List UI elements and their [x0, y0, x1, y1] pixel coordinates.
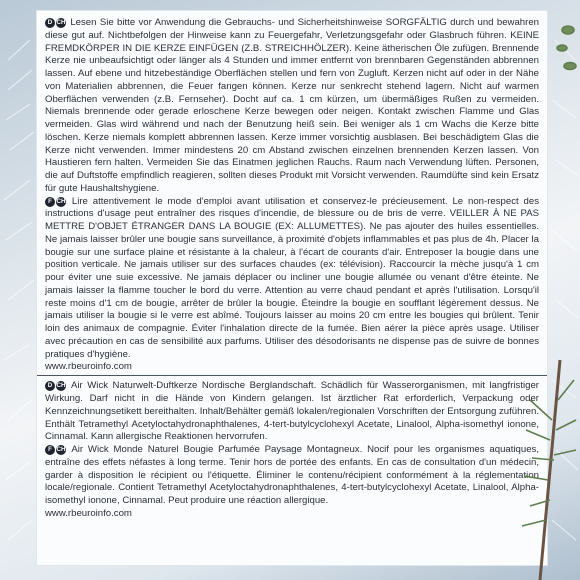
- de-product-text: Air Wick Naturwelt-Duftkerze Nordische Berglandschaft. Schädlich für Wasserorganismen, mit langfristiger Wirkung. Darf nicht in die Hände von Kindern gelangen. Ist ärztlicher Rat erforderlich, Verpackung oder Kennzeichnungsetikett bereithalten. Inhalt/Behälter gemäß lokalen/regionalen Vorschriften der Entsorgung zuführen. Enthält Tetramethyl Acetyloctahydronaphthalenes, 4-tert-butylcyclohexyl Acetate, Linalool, Alpha-isomethyl ionone, Cinnamal. Kann allergische Reaktionen hervorrufen.: [45, 380, 539, 443]
- label-card: [36, 10, 548, 566]
- ch-badge: CH: [56, 197, 66, 205]
- fr-warning-text: Lire attentivement le mode d'emploi avant utilisation et conservez-le précieusement. Le non-respect des instructions d'usage peut entraîner des risques d'incendie, de blessure ou de bris de verre. VEILLER À NE PAS METTRE D'OBJET ÉTRANGER DANS LA BOUGIE (EX: ALLUMETTES). Ne pas ajouter des huiles essentielles. Ne jamais laisser brûler une bougie sans surveillance, à proximité d'objets inflammables et pas plus de 4h. Placer la bougie sur une surface plaine et résistante à la chaleur, à l'écart de courants d'air. Entreposer la bougie dans une position verticale. Ne jamais utiliser sur des surfaces chaudes (ex: télévision). Raccourcir la mèche jusqu'à 1 cm pour éviter une suie excessive. Ne jamais déplacer ou incliner une bougie allumée ou venant d'être éteinte. Ne jamais laisser la flamme toucher le bord du verre. Attention au verre chaud pendant et après l'utilisation. Lorsqu'il reste moins d'1 cm de bougie, arrêter de brûler la bougie. Éteindre la bougie en soufflant légèrement dessus. Ne jamais utiliser la bougie si le verre est abîmé. Toujours laisser au moins 20 cm entre les bougies qui brûlent. Tenir loin des animaux de compagnie. Éviter l'inhalation directe de la fumée. Bien aérer la pièce après usage. Utiliser avec précaution en cas de sensibilité aux parfums. Utiliser des désodorisants ne dispense pas de suivre de bonnes pratiques d'hygiène.: [45, 195, 540, 360]
- fr-product-text: Air Wick Monde Naturel Bougie Parfumée Paysage Montagneux. Nocif pour les organismes aquatiques, entraîne des effets néfastes à long terme. Tenir hors de portée des enfants. En cas de consultation d'un médecin, garder à disposition le récipient ou l'étiquette. Éliminer le contenu/récipient conformément à la réglementation locale/regionale. Contient Tetramethyl Acetyloctahydronaphthalenes, 4-tert-butylcyclohexyl Acetate, Linalool, Alpha-isomethyl ionone, Cinnamal. Peut produire une réaction allergique.: [45, 444, 540, 506]
- ch-badge: CH: [56, 382, 66, 390]
- de-product-paragraph: [45, 380, 539, 444]
- conifer-branch-icon: [500, 0, 580, 580]
- website-url-bottom: www.rbeuroinfo.com: [45, 507, 132, 519]
- section-divider: [37, 375, 547, 376]
- fr-product-paragraph: [45, 444, 539, 508]
- fr-badge: F: [45, 197, 55, 207]
- de-badge: D: [45, 381, 55, 391]
- de-badge: D: [45, 18, 55, 28]
- ch-badge: CH: [56, 446, 66, 453]
- website-url: www.rbeuroinfo.com: [45, 361, 132, 373]
- de-warning-text: Lesen Sie bitte vor Anwendung die Gebrauchs- und Sicherheitshinweise SORGFÄLTIG durch und bewahren diese gut auf. Nichtbefolgen der Hinweise kann zu Feuergefahr, Verletzungsgefahr oder Glasbruch führen. KEINE FREMDKÖRPER IN DIE KERZE EINFÜGEN (Z.B. STREICHHÖLZER). Keine ätherischen Öle zufügen. Brennende Kerze nie unbeaufsichtigt oder länger als 4 Stunden und immer entfernt von brennbaren Gegenständen abbrennen lassen. Auf ebene und hitzebeständige Oberflächen stellen und fern von Zugluft. Kerzen nicht auf oder in der Nähe von Materialien abbrennen, die Feuer fangen können. Kerze nur senkrecht stehend lagern. Nicht auf warmen Oberflächen verwenden (z.B. Fernseher). Docht auf ca. 1 cm kürzen, um übermäßiges Rußen zu vermeiden. Niemals brennende oder gerade erloschene Kerze bewegen oder neigen. Kontakt zwischen Flamme und Glas vermeiden. Glas wird während und nach der Benutzung heiß sein. Bei weniger als 1 cm Wachs die Kerze bitte löschen. Kerze niemals komplett abbrennen lassen. Kerze immer vorsichtig ausblasen. Bei beschädigtem Glas die Kerze nicht verwenden. Immer mindestens 20 cm Abstand zwischen einzelnen brennenden Kerzen lassen. Von Haustieren fern halten. Vermeiden Sie das Einatmen jeglichen Rauchs. Raum nach Verwendung lüften. Personen, die auf Duftstoffe empfindlich reagieren, sollten dieses Produkt mit Vorsicht verwenden. Raumdüfte sind kein Ersatz für gute Haushaltshygiene.: [45, 17, 539, 194]
- fr-badge: F: [45, 445, 55, 455]
- fr-warning-paragraph: [45, 196, 539, 362]
- de-warning-paragraph: [45, 17, 539, 196]
- ch-badge: CH: [56, 19, 66, 26]
